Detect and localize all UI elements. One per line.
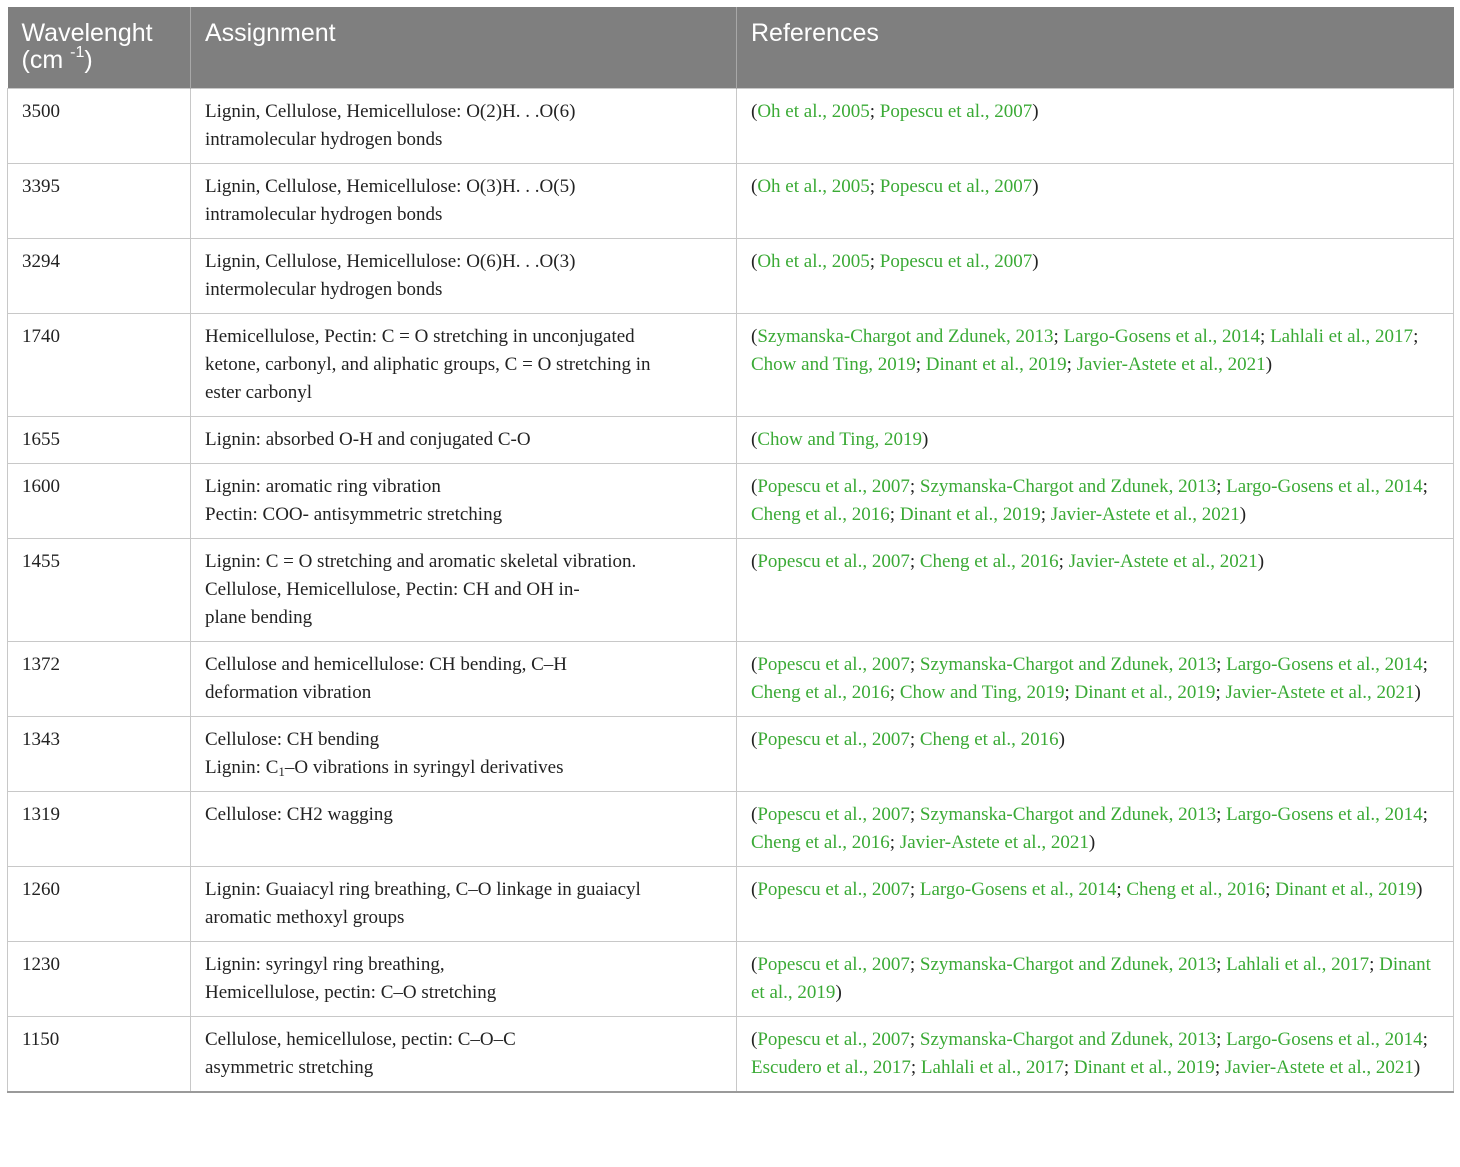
- reference-link[interactable]: Cheng et al., 2016: [919, 729, 1059, 750]
- reference-link[interactable]: Szymanska-Chargot and Zdunek, 2013: [919, 954, 1217, 975]
- wavelength-cell: 3294: [8, 239, 191, 314]
- table-row: [8, 792, 1454, 867]
- table-row: [8, 867, 1454, 942]
- assignment-line: deformation vibration: [205, 682, 372, 703]
- reference-link[interactable]: Largo-Gosens et al., 2014: [1226, 654, 1423, 675]
- wavelength-cell: 1230: [8, 942, 191, 1017]
- assignment-cell: [191, 792, 737, 867]
- reference-link[interactable]: Largo-Gosens et al., 2014: [1226, 804, 1423, 825]
- assignment-cell: [191, 89, 737, 164]
- reference-link[interactable]: Oh et al., 2005: [757, 101, 870, 122]
- subscript: 1: [278, 764, 285, 779]
- reference-link[interactable]: Javier-Astete et al., 2021: [1050, 504, 1240, 525]
- reference-link[interactable]: Escudero et al., 2017: [751, 1057, 911, 1078]
- assignment-line: Lignin, Cellulose, Hemicellulose: O(3)H. . .O(5): [205, 176, 576, 197]
- assignment-line: Cellulose: CH2 wagging: [205, 804, 393, 825]
- reference-link[interactable]: Popescu et al., 2007: [757, 804, 910, 825]
- reference-link[interactable]: Popescu et al., 2007: [757, 729, 910, 750]
- assignment-line: [205, 757, 564, 778]
- table-row: [8, 942, 1454, 1017]
- assignment-cell: [191, 464, 737, 539]
- assignment-line: ketone, carbonyl, and aliphatic groups, C = O stretching in: [205, 354, 651, 375]
- header-wavelength-superscript: -1: [70, 44, 85, 61]
- reference-link[interactable]: Popescu et al., 2007: [757, 1029, 910, 1050]
- assignment-cell: [191, 642, 737, 717]
- assignment-line: Lignin, Cellulose, Hemicellulose: O(6)H. . .O(3): [205, 251, 576, 272]
- assignment-line: intramolecular hydrogen bonds: [205, 204, 443, 225]
- wavelength-cell: 3395: [8, 164, 191, 239]
- assignment-line: Cellulose: CH bending: [205, 729, 380, 750]
- assignment-cell: [191, 717, 737, 792]
- reference-link[interactable]: Oh et al., 2005: [757, 251, 870, 272]
- table-body: [8, 89, 1454, 1093]
- reference-link[interactable]: Cheng et al., 2016: [751, 504, 890, 525]
- wavelength-cell: 3500: [8, 89, 191, 164]
- wavelength-cell: 1740: [8, 314, 191, 417]
- assignment-line: aromatic methoxyl groups: [205, 907, 405, 928]
- reference-link[interactable]: Szymanska-Chargot and Zdunek, 2013: [919, 476, 1217, 497]
- reference-link[interactable]: Dinant et al., 2019: [1275, 879, 1417, 900]
- reference-link[interactable]: Popescu et al., 2007: [879, 101, 1033, 122]
- reference-link[interactable]: Lahlali et al., 2017: [1226, 954, 1370, 975]
- header-wavelength-unit-close: ): [84, 46, 93, 74]
- references-cell: (Popescu et al., 2007; Largo-Gosens et al., 2014; Cheng et al., 2016; Dinant et al., 2019): [737, 867, 1454, 942]
- reference-link[interactable]: Cheng et al., 2016: [1126, 879, 1266, 900]
- reference-link[interactable]: Largo-Gosens et al., 2014: [919, 879, 1117, 900]
- assignment-line: intramolecular hydrogen bonds: [205, 129, 443, 150]
- wavelength-cell: 1150: [8, 1017, 191, 1093]
- references-cell: (Popescu et al., 2007; Cheng et al., 2016): [737, 717, 1454, 792]
- table-header: [8, 7, 1454, 89]
- wavelength-cell: 1343: [8, 717, 191, 792]
- wavelength-cell: 1600: [8, 464, 191, 539]
- assignment-cell: [191, 942, 737, 1017]
- reference-link[interactable]: Dinant et al., 2019: [1073, 1057, 1215, 1078]
- reference-link[interactable]: Chow and Ting, 2019: [757, 429, 923, 450]
- assignment-cell: [191, 314, 737, 417]
- reference-link[interactable]: Popescu et al., 2007: [757, 654, 910, 675]
- wavelength-cell: 1655: [8, 417, 191, 464]
- reference-link[interactable]: Dinant et al., 2019: [1074, 682, 1216, 703]
- assignment-line: Cellulose, Hemicellulose, Pectin: CH and OH in-: [205, 579, 580, 600]
- assignment-line: intermolecular hydrogen bonds: [205, 279, 443, 300]
- reference-link[interactable]: Popescu et al., 2007: [757, 476, 910, 497]
- references-cell: (Oh et al., 2005; Popescu et al., 2007): [737, 164, 1454, 239]
- reference-link[interactable]: Dinant et al., 2019: [925, 354, 1067, 375]
- reference-link[interactable]: Dinant et al., 2019: [751, 954, 1431, 1003]
- header-wavelength: [8, 7, 191, 89]
- reference-link[interactable]: Popescu et al., 2007: [757, 551, 910, 572]
- references-cell: (Oh et al., 2005; Popescu et al., 2007): [737, 239, 1454, 314]
- assignment-cell: [191, 239, 737, 314]
- assignment-line: Pectin: COO- antisymmetric stretching: [205, 504, 503, 525]
- reference-link[interactable]: Javier-Astete et al., 2021: [1076, 354, 1266, 375]
- assignment-cell: [191, 417, 737, 464]
- reference-link[interactable]: Popescu et al., 2007: [879, 251, 1033, 272]
- assignment-line: Hemicellulose, Pectin: C = O stretching in unconjugated: [205, 326, 635, 347]
- reference-link[interactable]: Dinant et al., 2019: [899, 504, 1041, 525]
- header-wavelength-unit-open: (cm: [21, 46, 71, 74]
- assignment-line: plane bending: [205, 607, 313, 628]
- references-cell: (Popescu et al., 2007; Szymanska-Chargot and Zdunek, 2013; Largo-Gosens et al., 2014; Cheng et al., 2016; Javier-Astete et al., 2021): [737, 792, 1454, 867]
- assignment-cell: [191, 539, 737, 642]
- references-cell: (Popescu et al., 2007; Szymanska-Chargot and Zdunek, 2013; Largo-Gosens et al., 2014; Cheng et al., 2016; Chow and Ting, 2019; Dinant et al., 2019; Javier-Astete et al., 2021): [737, 642, 1454, 717]
- references-cell: (Szymanska-Chargot and Zdunek, 2013; Largo-Gosens et al., 2014; Lahlali et al., 2017; Chow and Ting, 2019; Dinant et al., 2019; Javier-Astete et al., 2021): [737, 314, 1454, 417]
- assignment-line: asymmetric stretching: [205, 1057, 374, 1078]
- assignment-cell: [191, 867, 737, 942]
- header-references: References: [737, 7, 1454, 89]
- reference-link[interactable]: Largo-Gosens et al., 2014: [1226, 476, 1423, 497]
- assignment-cell: [191, 164, 737, 239]
- reference-link[interactable]: Lahlali et al., 2017: [920, 1057, 1064, 1078]
- assignment-text: Lignin: C: [205, 757, 279, 778]
- assignment-line: Lignin: syringyl ring breathing,: [205, 954, 445, 975]
- reference-link[interactable]: Largo-Gosens et al., 2014: [1063, 326, 1261, 347]
- table-row: [8, 239, 1454, 314]
- reference-link[interactable]: Cheng et al., 2016: [751, 682, 890, 703]
- wavelength-cell: 1260: [8, 867, 191, 942]
- assignment-line: Hemicellulose, pectin: C–O stretching: [205, 982, 497, 1003]
- assignment-line: Cellulose, hemicellulose, pectin: C–O–C: [205, 1029, 516, 1050]
- references-cell: (Popescu et al., 2007; Szymanska-Chargot and Zdunek, 2013; Largo-Gosens et al., 2014; Cheng et al., 2016; Dinant et al., 2019; Javier-Astete et al., 2021): [737, 464, 1454, 539]
- ftir-assignment-table: [7, 7, 1454, 1093]
- wavelength-cell: 1319: [8, 792, 191, 867]
- reference-link[interactable]: Javier-Astete et al., 2021: [899, 832, 1089, 853]
- reference-link[interactable]: Popescu et al., 2007: [757, 879, 910, 900]
- reference-link[interactable]: Chow and Ting, 2019: [751, 354, 916, 375]
- assignment-text: –O vibrations in syringyl derivatives: [284, 757, 564, 778]
- table-row: [8, 642, 1454, 717]
- reference-link[interactable]: Popescu et al., 2007: [879, 176, 1033, 197]
- header-wavelength-line1: Wavelenght: [21, 19, 153, 47]
- table-row: [8, 1017, 1454, 1093]
- reference-link[interactable]: Szymanska-Chargot and Zdunek, 2013: [757, 326, 1054, 347]
- table-row: [8, 539, 1454, 642]
- header-assignment: Assignment: [191, 7, 737, 89]
- reference-link[interactable]: Szymanska-Chargot and Zdunek, 2013: [919, 1029, 1217, 1050]
- reference-link[interactable]: Szymanska-Chargot and Zdunek, 2013: [919, 654, 1217, 675]
- reference-link[interactable]: Popescu et al., 2007: [757, 954, 910, 975]
- table-row: [8, 89, 1454, 164]
- assignment-line: ester carbonyl: [205, 382, 313, 403]
- assignment-line: Lignin: aromatic ring vibration: [205, 476, 441, 497]
- reference-link[interactable]: Cheng et al., 2016: [919, 551, 1059, 572]
- assignment-line: Lignin, Cellulose, Hemicellulose: O(2)H. . .O(6): [205, 101, 576, 122]
- wavelength-cell: 1372: [8, 642, 191, 717]
- references-cell: (Popescu et al., 2007; Szymanska-Chargot and Zdunek, 2013; Lahlali et al., 2017; Dinant et al., 2019): [737, 942, 1454, 1017]
- reference-link[interactable]: Lahlali et al., 2017: [1270, 326, 1414, 347]
- table-row: [8, 164, 1454, 239]
- table-row: [8, 417, 1454, 464]
- references-cell: (Chow and Ting, 2019): [737, 417, 1454, 464]
- reference-link[interactable]: Szymanska-Chargot and Zdunek, 2013: [919, 804, 1217, 825]
- assignment-line: Lignin: Guaiacyl ring breathing, C–O linkage in guaiacyl: [205, 879, 641, 900]
- assignment-cell: [191, 1017, 737, 1093]
- reference-link[interactable]: Cheng et al., 2016: [751, 832, 890, 853]
- references-cell: (Popescu et al., 2007; Cheng et al., 2016; Javier-Astete et al., 2021): [737, 539, 1454, 642]
- assignment-line: Cellulose and hemicellulose: CH bending, C–H: [205, 654, 568, 675]
- assignment-line: Lignin: C = O stretching and aromatic skeletal vibration.: [205, 551, 637, 572]
- reference-link[interactable]: Javier-Astete et al., 2021: [1068, 551, 1258, 572]
- assignment-line: Lignin: absorbed O-H and conjugated C-O: [205, 429, 531, 450]
- table-row: [8, 314, 1454, 417]
- table-row: [8, 464, 1454, 539]
- references-cell: (Oh et al., 2005; Popescu et al., 2007): [737, 89, 1454, 164]
- header-row: [8, 7, 1454, 89]
- reference-link[interactable]: Javier-Astete et al., 2021: [1224, 1057, 1414, 1078]
- reference-link[interactable]: Oh et al., 2005: [757, 176, 870, 197]
- references-cell: (Popescu et al., 2007; Szymanska-Chargot and Zdunek, 2013; Largo-Gosens et al., 2014; Escudero et al., 2017; Lahlali et al., 2017; Dinant et al., 2019; Javier-Astete et al., 2021): [737, 1017, 1454, 1093]
- reference-link[interactable]: Largo-Gosens et al., 2014: [1226, 1029, 1423, 1050]
- wavelength-cell: 1455: [8, 539, 191, 642]
- reference-link[interactable]: Chow and Ting, 2019: [899, 682, 1065, 703]
- reference-link[interactable]: Javier-Astete et al., 2021: [1225, 682, 1415, 703]
- table-row: [8, 717, 1454, 792]
